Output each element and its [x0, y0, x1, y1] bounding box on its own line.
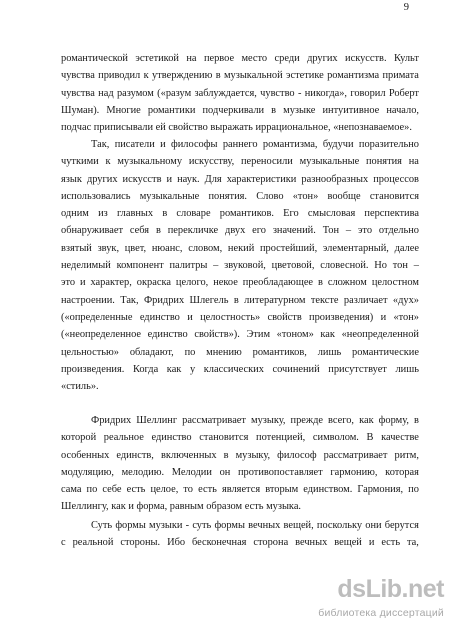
word: как	[320, 329, 335, 341]
word: «тон»	[393, 311, 419, 323]
word: бесконечная	[192, 537, 247, 549]
word: то	[183, 484, 194, 496]
word: звук,	[97, 242, 120, 254]
word: заблуждается,	[194, 87, 257, 99]
word: и	[187, 311, 193, 323]
word: присутствует	[328, 363, 387, 375]
word: мнению	[206, 346, 242, 358]
word: целостном	[371, 277, 419, 289]
word: разнообразных	[301, 173, 369, 185]
word: эстетике	[286, 70, 324, 82]
word: цвет,	[124, 242, 147, 254]
word: целостность»	[200, 311, 261, 323]
word: у	[189, 363, 196, 375]
word: противопоставляет	[237, 466, 323, 478]
word: Фридрих	[91, 415, 132, 426]
word: рассматривает	[182, 415, 246, 426]
word: реальное	[103, 432, 144, 444]
paragraph-line	[61, 292, 419, 309]
word: к	[105, 156, 111, 168]
word: словом,	[188, 242, 223, 254]
word: язык	[61, 173, 82, 185]
word: в	[317, 277, 323, 289]
word: целое,	[150, 484, 179, 496]
word: Этим	[246, 329, 271, 341]
word: понятия	[365, 156, 402, 168]
word: как	[166, 363, 182, 375]
word: музыку,	[235, 449, 271, 461]
word: произведения)	[309, 311, 374, 323]
word: «неопределенной	[341, 329, 419, 341]
word: в	[271, 104, 277, 116]
word: Для	[204, 173, 222, 185]
paragraph-line	[61, 412, 419, 429]
word: формы	[214, 520, 245, 531]
word: взятый	[61, 242, 92, 254]
word: чувства	[61, 70, 95, 82]
word: нюанс,	[151, 242, 183, 254]
word: «тоном»	[276, 329, 314, 341]
word: романтиков,	[252, 346, 307, 358]
word: вообще	[327, 190, 361, 202]
word: смысловая	[307, 208, 356, 220]
word: на	[186, 53, 197, 64]
word: музыкальные	[299, 156, 360, 168]
word: –	[213, 260, 219, 272]
word: чувства	[61, 87, 95, 99]
word: палитры	[169, 260, 208, 272]
word: словесной.	[320, 260, 369, 272]
word: характеристики	[226, 173, 297, 185]
word: которая	[385, 466, 419, 478]
word: («определенные	[61, 311, 133, 323]
word: стороны.	[120, 537, 161, 549]
word: -	[185, 520, 190, 531]
word: отдельно	[378, 225, 419, 237]
word: это	[357, 225, 373, 237]
word: одним	[61, 208, 89, 220]
word: по	[184, 346, 196, 358]
watermark-logo: dsLib.net	[337, 575, 444, 603]
word: романтики	[147, 104, 196, 116]
word: качестве	[381, 432, 419, 444]
word: Шлегель	[189, 294, 229, 306]
word: искусств	[122, 173, 162, 185]
paragraph-line	[61, 309, 419, 326]
word: становится	[369, 190, 419, 202]
word: чуткими	[61, 156, 99, 168]
word: процессов	[373, 173, 419, 185]
word: среди	[274, 53, 300, 64]
word: романтиков.	[219, 208, 274, 220]
word: единством.	[303, 484, 353, 496]
paragraph-line	[61, 153, 419, 170]
word: Роберт	[388, 87, 419, 99]
word: приводил	[98, 70, 141, 82]
paragraph-2	[61, 136, 419, 395]
word: музыкальной	[223, 70, 283, 82]
paragraph-line	[61, 344, 419, 361]
paragraph-line	[61, 534, 419, 551]
paragraph-line	[61, 481, 419, 498]
word: и	[380, 311, 387, 323]
word: единство	[139, 311, 180, 323]
word: с	[61, 537, 66, 549]
word: символом.	[312, 432, 359, 444]
word: –	[413, 260, 419, 272]
word: литературном	[244, 294, 306, 306]
word: Суть	[91, 520, 113, 531]
paragraph-line	[61, 361, 419, 378]
word: вечных	[295, 537, 328, 549]
word: Шеллинг	[136, 415, 178, 426]
paragraph-3	[61, 412, 419, 516]
word: музыку,	[251, 415, 286, 426]
paragraph-4	[61, 517, 419, 552]
word: сочинений	[272, 363, 320, 375]
paragraph-line	[61, 464, 419, 481]
word: искусству,	[188, 156, 235, 168]
paragraph-line	[61, 222, 419, 239]
word: характер,	[90, 277, 132, 289]
word: писатели	[114, 139, 155, 150]
word: элементарный,	[322, 242, 389, 254]
word: Культ	[393, 53, 419, 64]
word: Фридрих	[143, 294, 185, 306]
word: ритм,	[394, 449, 419, 461]
word: по	[86, 484, 98, 496]
word: над	[98, 87, 114, 99]
word: Мелодии	[171, 466, 212, 478]
paragraph-line	[61, 171, 419, 188]
paragraph-line: Шеллингу, как и форма, равным образом есть музыка.	[61, 501, 302, 513]
paragraph-line	[61, 274, 419, 291]
word: вторым	[265, 484, 299, 496]
word: понятия.	[208, 190, 248, 202]
word: интуитивное	[322, 104, 380, 116]
word: –	[345, 225, 352, 237]
word: обладают,	[129, 346, 174, 358]
word: лишь	[317, 346, 342, 358]
word: и	[80, 277, 86, 289]
word: различает	[343, 294, 388, 306]
word: модуляцию,	[61, 466, 114, 478]
word: Многие	[106, 104, 141, 116]
word: всего,	[328, 415, 355, 426]
word: цветовой,	[271, 260, 315, 272]
word: свойств»).	[194, 329, 240, 341]
word: Тон	[322, 225, 340, 237]
word: становится	[199, 432, 249, 444]
word: и	[368, 537, 375, 549]
word: тексте	[310, 294, 339, 306]
word: романтизма,	[262, 139, 318, 150]
word: романтической	[61, 53, 128, 64]
word: его	[252, 225, 266, 237]
word: сложном	[327, 277, 367, 289]
word: берутся	[384, 520, 419, 531]
word: В	[366, 432, 374, 444]
word: утверждению	[152, 70, 213, 82]
word: окраска	[136, 277, 171, 289]
word: неделимый	[61, 260, 111, 272]
word: Его	[283, 208, 299, 220]
word: есть	[126, 484, 146, 496]
paragraph-line: подчас приписывали ей свойство выражать иррациональное, «непознаваемое».	[61, 122, 412, 134]
word: словаре	[176, 208, 211, 220]
word: реальной	[72, 537, 114, 549]
word: особенных	[61, 449, 110, 461]
word: искусств.	[345, 53, 387, 64]
word: говорил	[350, 87, 386, 99]
paragraph-1	[61, 50, 419, 136]
word: Так,	[91, 139, 110, 150]
paragraph-line	[61, 257, 419, 274]
word: поскольку	[316, 520, 363, 531]
paragraph-line	[61, 447, 419, 464]
word: значений.	[272, 225, 316, 237]
word: Слово	[256, 190, 284, 202]
word: никогда»,	[304, 87, 348, 99]
word: использовались	[61, 190, 131, 202]
word: двух	[225, 225, 246, 237]
word: себя	[129, 225, 150, 237]
word: и	[166, 173, 173, 185]
word: романтизма	[327, 70, 380, 82]
word: Когда	[132, 363, 159, 375]
word: других	[307, 53, 338, 64]
word: далее	[394, 242, 419, 254]
word: музыкальному	[117, 156, 183, 168]
paragraph-line	[61, 188, 419, 205]
word: обнаруживает	[61, 225, 124, 237]
word: раннего	[222, 139, 258, 150]
word: целого,	[175, 277, 209, 289]
word: в	[223, 449, 229, 461]
word: из	[98, 208, 108, 220]
word: переносили	[240, 156, 293, 168]
word: настроении.	[61, 294, 115, 306]
word: включенных	[160, 449, 217, 461]
word: формы	[115, 520, 146, 531]
word: преобладающее	[242, 277, 314, 289]
word: некое	[213, 277, 238, 289]
word: будучи	[322, 139, 354, 150]
word: есть	[198, 484, 217, 496]
word: вечных	[248, 520, 281, 531]
word: («неопределенное	[61, 329, 142, 341]
word: гармонию,	[330, 466, 378, 478]
paragraph-line	[61, 429, 419, 446]
word: в	[215, 70, 221, 82]
paragraph-line	[61, 136, 419, 153]
paragraph-line	[61, 517, 419, 534]
word: классических	[203, 363, 264, 375]
paragraph-line	[61, 67, 419, 84]
word: к	[143, 70, 149, 82]
word: Но	[374, 260, 387, 272]
word: первое	[203, 53, 235, 64]
word: та,	[407, 537, 419, 549]
word: перекличке	[167, 225, 219, 237]
word: наук.	[177, 173, 200, 185]
word: в	[233, 294, 239, 306]
word: место	[241, 53, 268, 64]
word: единство	[151, 432, 192, 444]
word: суть	[192, 520, 212, 531]
word: и	[160, 139, 166, 150]
word: звуковой,	[224, 260, 266, 272]
paragraph-line	[61, 85, 419, 102]
word: романтические	[352, 346, 419, 358]
word: на	[408, 156, 419, 168]
word: это	[61, 277, 76, 289]
word: («разум	[157, 87, 192, 99]
word: -	[297, 87, 302, 99]
word: лишь	[395, 363, 419, 375]
word: музыке	[283, 104, 316, 116]
word: Так,	[120, 294, 139, 306]
word: свойств	[267, 311, 302, 323]
word: философ	[277, 449, 317, 461]
word: Шуман).	[61, 104, 100, 116]
word: эстетикой	[135, 53, 179, 64]
word: философы	[171, 139, 218, 150]
word: чувство	[260, 87, 295, 99]
watermark-caption: библиотека диссертаций	[318, 607, 444, 619]
word: других	[86, 173, 118, 185]
word: по	[408, 484, 419, 496]
word: примата	[382, 70, 419, 82]
paragraph-line	[61, 326, 419, 343]
word: как	[359, 415, 374, 426]
paragraph-line	[61, 102, 419, 119]
word: начало,	[386, 104, 419, 116]
word: вещей,	[283, 520, 314, 531]
word: они	[365, 520, 382, 531]
word: музыкальные	[139, 190, 200, 202]
word: поразительно	[358, 139, 419, 150]
word: перспектива	[364, 208, 419, 220]
word: сама	[61, 484, 82, 496]
word: есть	[381, 537, 401, 549]
word: он	[219, 466, 231, 478]
paragraph-line: «стиль».	[61, 381, 99, 393]
word: рассматривает	[323, 449, 388, 461]
word: в	[162, 208, 168, 220]
word: разумом	[116, 87, 154, 99]
word: Гармония,	[357, 484, 404, 496]
word: цельностью»	[61, 346, 119, 358]
word: вещей	[334, 537, 362, 549]
word: себе	[102, 484, 122, 496]
word: в	[155, 225, 161, 237]
word: является	[221, 484, 261, 496]
word: некий	[227, 242, 255, 254]
word: потенцией,	[256, 432, 306, 444]
word: подчеркивали	[202, 104, 265, 116]
paragraph-line	[61, 50, 419, 67]
paragraph-line	[61, 205, 419, 222]
word: единство	[147, 329, 188, 341]
word: в	[413, 415, 419, 426]
word: простейший,	[259, 242, 318, 254]
watermark	[276, 575, 446, 619]
word: музыки	[149, 520, 183, 531]
word: прежде	[290, 415, 323, 426]
paragraph-line	[61, 240, 419, 257]
word: мелодию.	[121, 466, 165, 478]
word: «тон»	[292, 190, 319, 202]
word: компонент	[116, 260, 164, 272]
word: «дух»	[392, 294, 419, 306]
word: произведения.	[61, 363, 125, 375]
word: которой	[61, 432, 97, 444]
word: форму,	[378, 415, 409, 426]
page-number: 9	[403, 2, 409, 13]
word: главных	[116, 208, 154, 220]
word: сторона	[253, 537, 289, 549]
word: единств,	[116, 449, 154, 461]
word: тон	[392, 260, 408, 272]
word: Ибо	[167, 537, 186, 549]
